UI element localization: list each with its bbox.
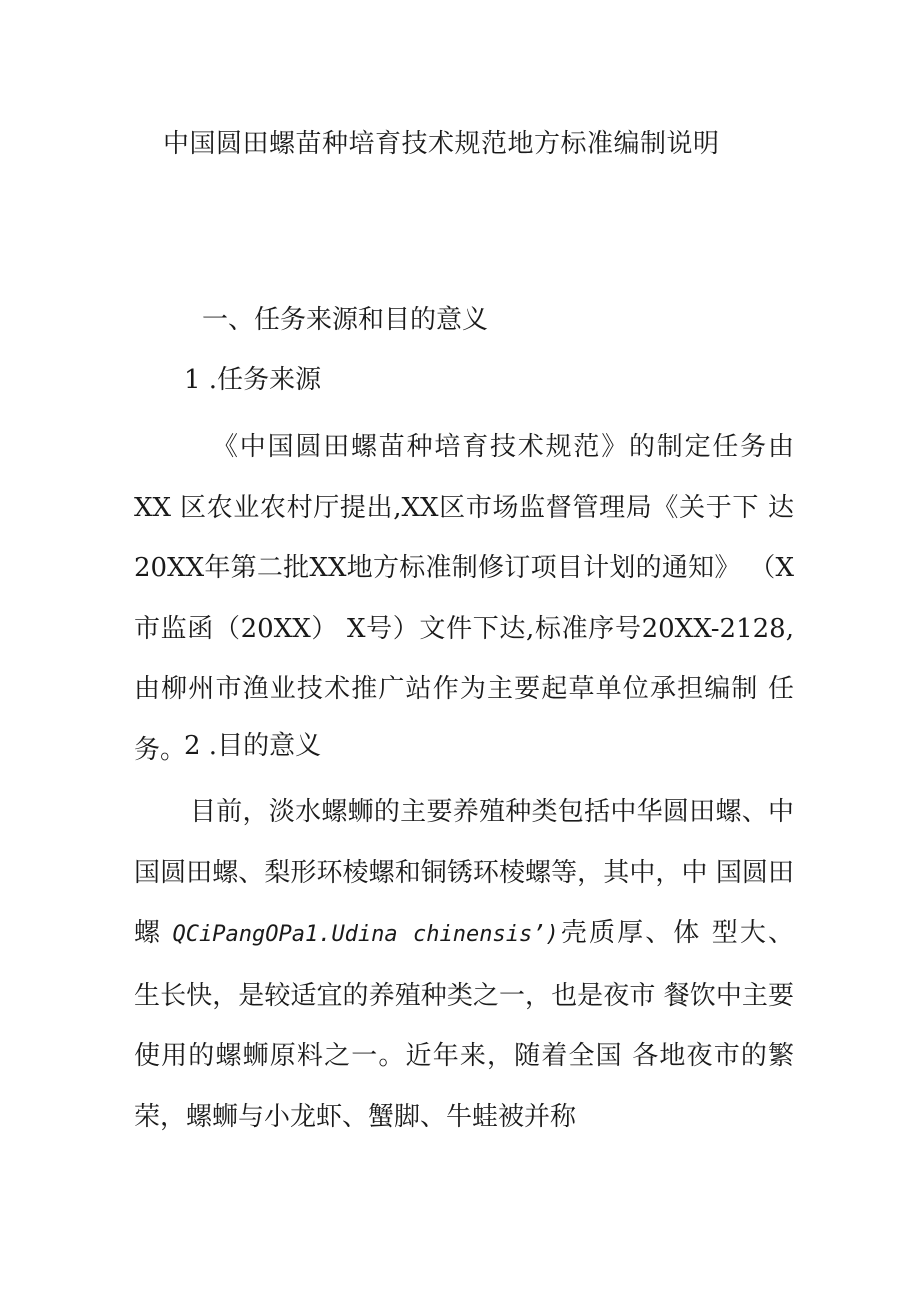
subsection-heading-task-source: 1 .任务来源: [184, 365, 322, 395]
scientific-name: QCiPangOPa1.Udina chinensis’): [172, 922, 559, 947]
document-title: 中国圆田螺苗种培育技术规范地方标准编制说明: [163, 129, 720, 159]
paragraph-task-source: 《中国圆田螺苗种培育技术规范》的制定任务由 XX 区农业农村厅提出,XX区市场监督管理局《关于下 达20XX年第二批XX地方标准制修订项目计划的通知》 （X市监函（20XX） X号）文件下达,标准序号20XX-2128, 由柳州市渔业技术推广站作为主要起草单位承担编制 任务。: [134, 432, 794, 765]
section-heading-1: 一、任务来源和目的意义: [202, 305, 489, 335]
paragraph-purpose-text-1: 目前，淡水螺蛳的主要养殖种类包括中华圆田螺、中国圆田螺、梨形环棱螺和铜锈环棱螺等，其中，中 国圆田螺: [134, 797, 794, 948]
subsection-heading-purpose: 2 .目的意义: [184, 731, 322, 761]
paragraph-purpose-text-2: 壳质厚、体 型大、生长快，是较适宜的养殖种类之一，也是夜市 餐饮中主要使用的螺蛳原料之一。近年来，随着全国 各地夜市的繁荣，螺蛳与小龙虾、蟹脚、牛蛙被并称: [134, 918, 795, 1132]
paragraph-purpose: [134, 782, 794, 1147]
